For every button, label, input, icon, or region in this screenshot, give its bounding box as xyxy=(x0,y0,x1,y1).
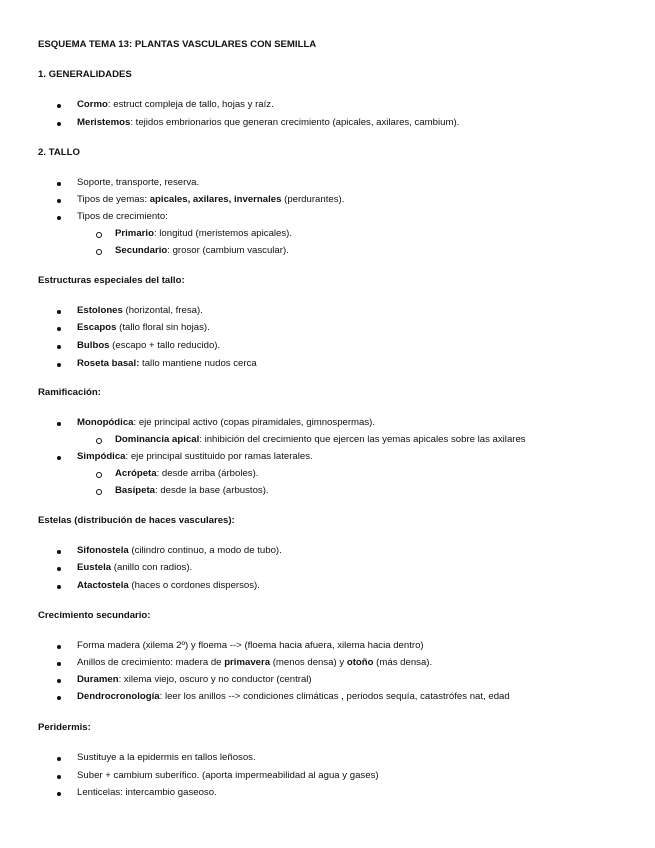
list-item: Sifonostela (cilindro continuo, a modo de tubo). xyxy=(77,545,282,556)
list-item: Atactostela (haces o cordones dispersos). xyxy=(77,580,260,591)
list-item: Tipos de crecimiento: xyxy=(77,211,168,222)
list-item: Lenticelas: intercambio gaseoso. xyxy=(77,787,217,798)
section-heading-ramificacion: Ramificación: xyxy=(38,387,101,398)
section-heading-tallo: 2. TALLO xyxy=(38,147,80,158)
list-item: Soporte, transporte, reserva. xyxy=(77,177,200,188)
list-item: Simpódica: eje principal sustituido por ramas laterales. xyxy=(77,451,313,462)
list-item: Dendrocronología: leer los anillos --> condiciones climáticas , periodos sequía, catastrófes nat, edad xyxy=(77,691,510,702)
list-item: Monopódica: eje principal activo (copas piramidales, gimnospermas). xyxy=(77,417,376,428)
sub-list-item: Basípeta: desde la base (arbustos). xyxy=(115,485,269,496)
list-item: Meristemos: tejidos embrionarios que generan crecimiento (apicales, axilares, cambium). xyxy=(77,117,460,128)
list-item: Estolones (horizontal, fresa). xyxy=(77,305,203,316)
list-item: Eustela (anillo con radios). xyxy=(77,562,193,573)
list-item: Anillos de crecimiento: madera de primavera (menos densa) y otoño (más densa). xyxy=(77,657,433,668)
section-heading-estelas: Estelas (distribución de haces vasculares): xyxy=(38,515,235,526)
list-item: Duramen: xilema viejo, oscuro y no conductor (central) xyxy=(77,674,312,685)
list-item: Suber + cambium suberífico. (aporta impermeabilidad al agua y gases) xyxy=(77,770,379,781)
list-item: Sustituye a la epidermis en tallos leñosos. xyxy=(77,752,256,763)
list-item: Escapos (tallo floral sin hojas). xyxy=(77,322,210,333)
list-item: Forma madera (xilema 2º) y floema --> (floema hacia afuera, xilema hacia dentro) xyxy=(77,640,424,651)
section-heading-generalidades: 1. GENERALIDADES xyxy=(38,69,132,80)
sub-list-item: Acrópeta: desde arriba (árboles). xyxy=(115,468,259,479)
sub-list-item: Secundario: grosor (cambium vascular). xyxy=(115,245,289,256)
list-item: Tipos de yemas: apicales, axilares, invernales (perdurantes). xyxy=(77,194,345,205)
sub-list-item: Primario: longitud (meristemos apicales). xyxy=(115,228,293,239)
document-title: ESQUEMA TEMA 13: PLANTAS VASCULARES CON SEMILLA xyxy=(38,39,317,50)
list-item: Cormo: estruct compleja de tallo, hojas y raíz. xyxy=(77,99,274,110)
list-item: Bulbos (escapo + tallo reducido). xyxy=(77,340,221,351)
section-heading-peridermis: Peridermis: xyxy=(38,722,91,733)
list-item: Roseta basal: tallo mantiene nudos cerca xyxy=(77,358,257,369)
section-heading-crecimiento-secundario: Crecimiento secundario: xyxy=(38,610,151,621)
sub-list-item: Dominancia apical: inhibición del crecimiento que ejercen las yemas apicales sobre las axilares xyxy=(115,434,526,445)
section-heading-estructuras: Estructuras especiales del tallo: xyxy=(38,275,185,286)
